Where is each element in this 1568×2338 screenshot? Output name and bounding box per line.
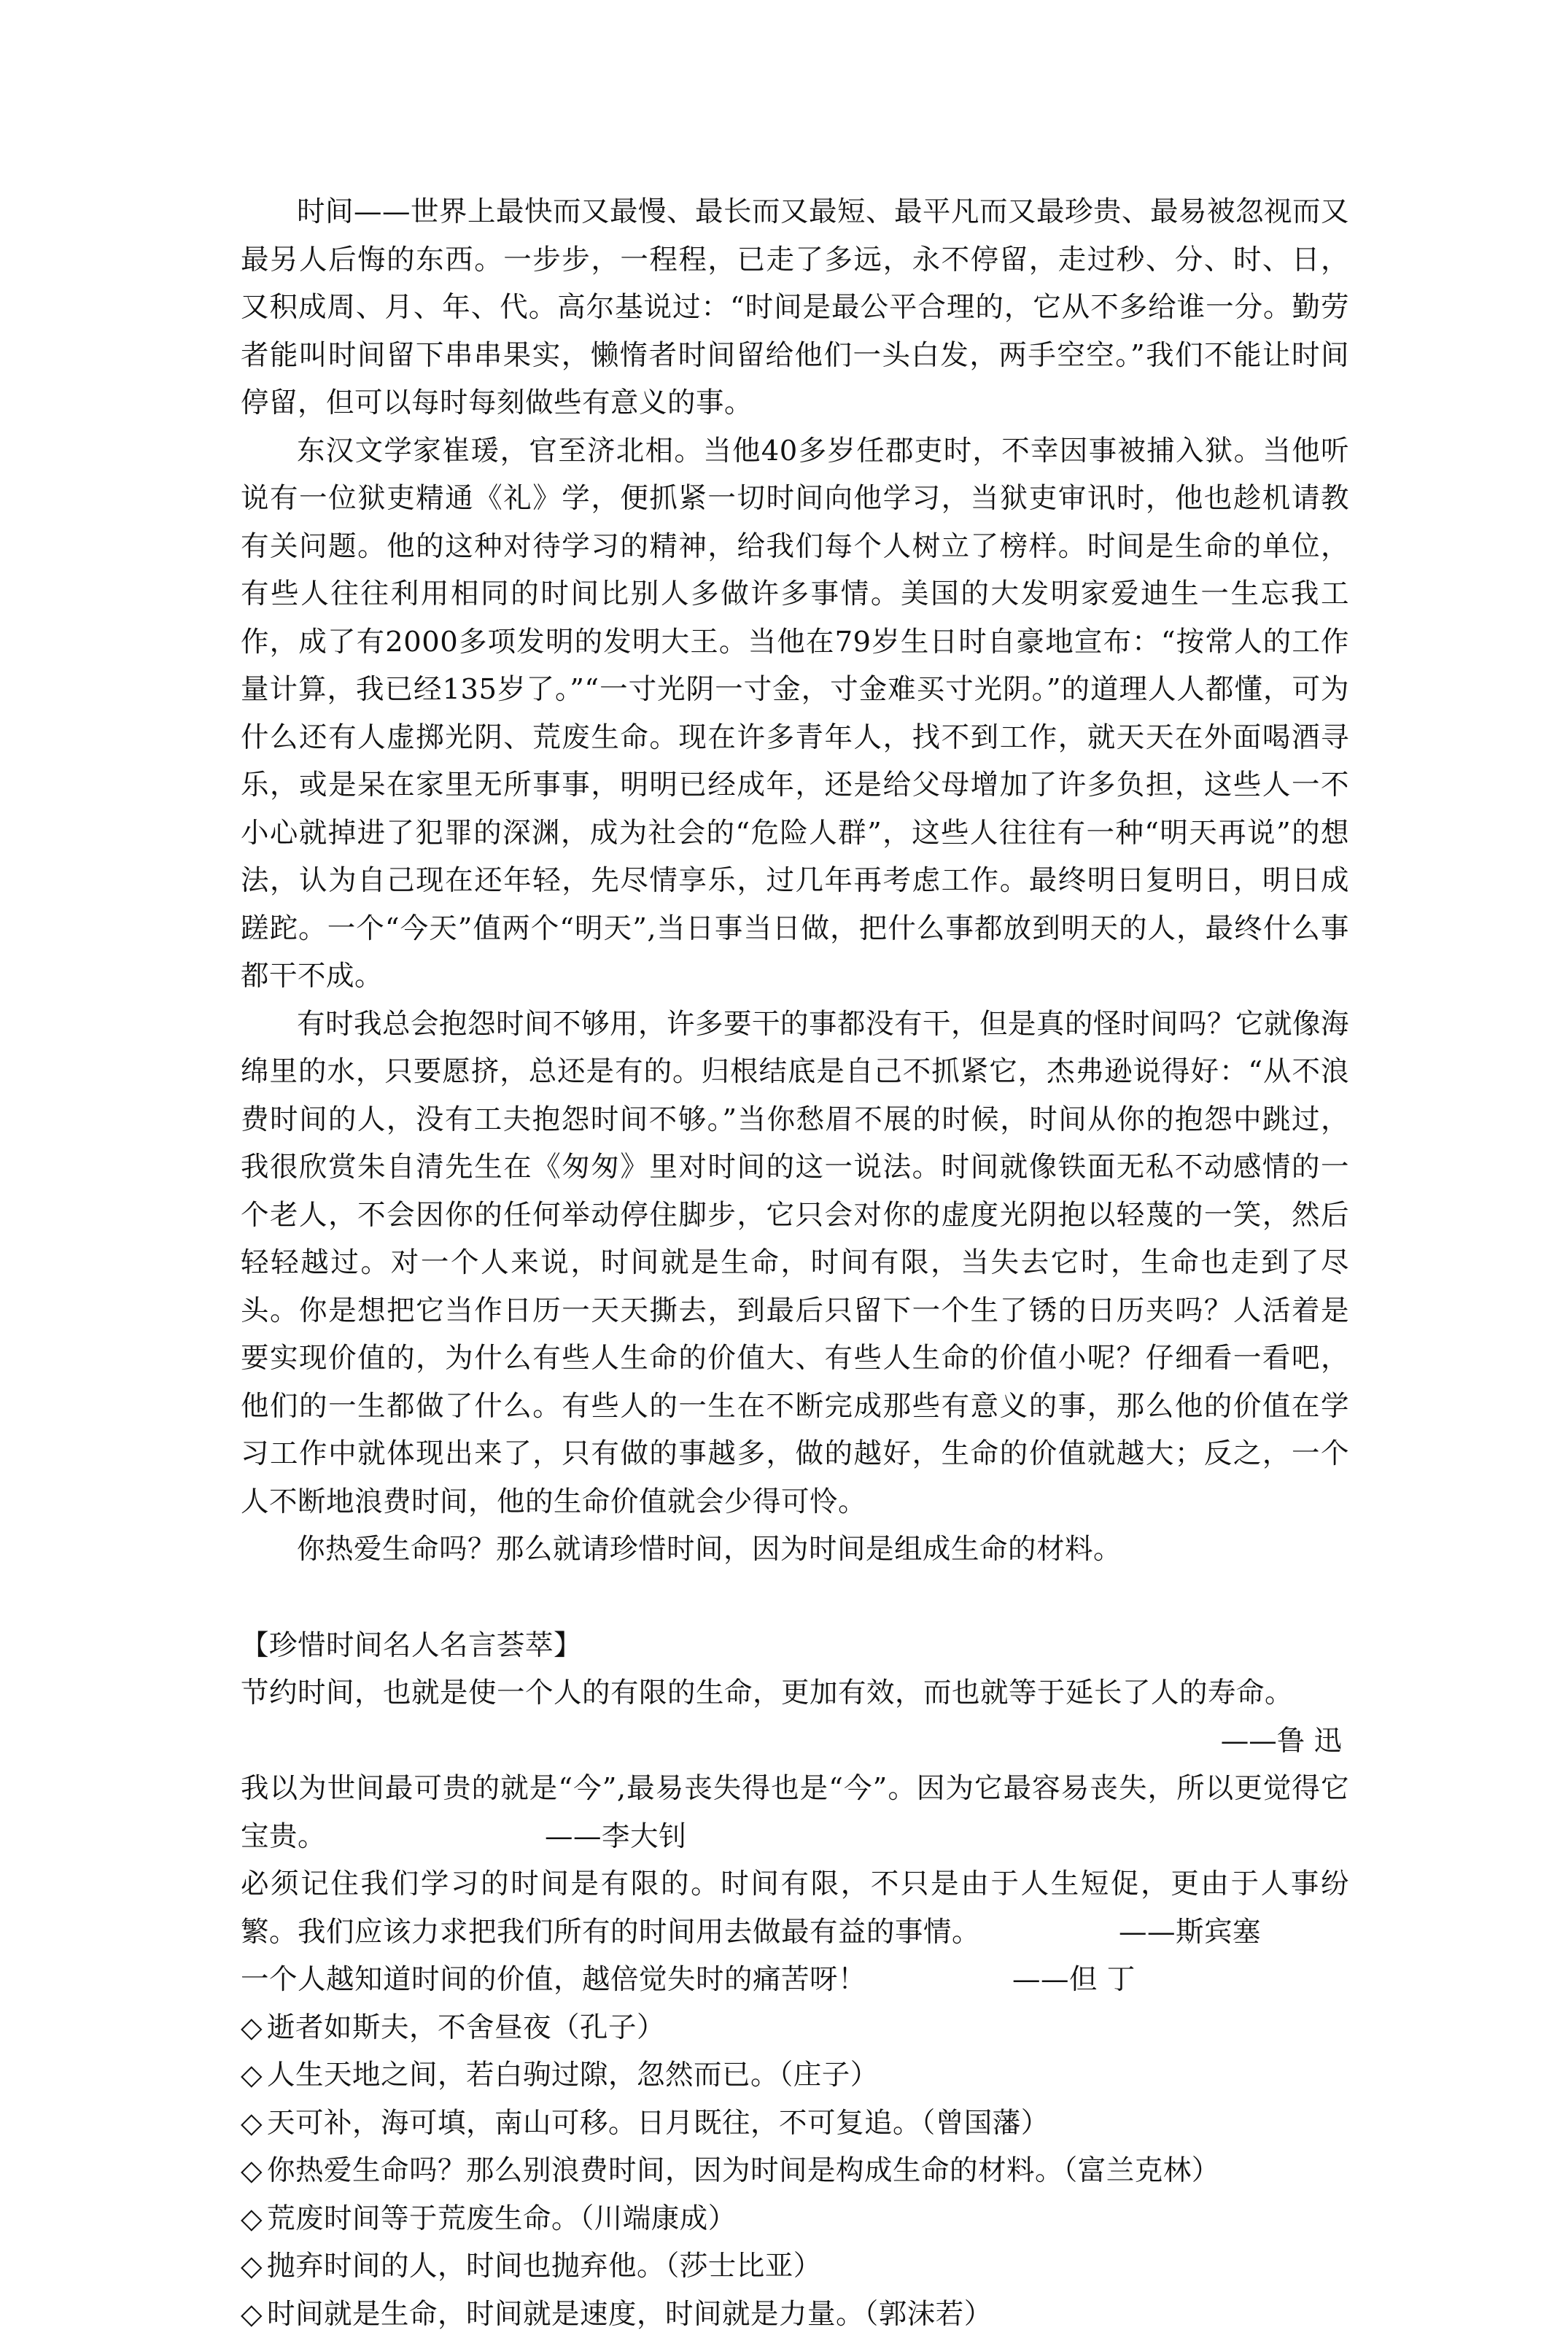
list-item bbox=[241, 2291, 1349, 2338]
diamond-icon: ◇ bbox=[241, 2051, 267, 2100]
list-item bbox=[241, 2100, 1349, 2148]
list-item bbox=[241, 2147, 1349, 2195]
quote-lidazhao-attribution: ——李大钊 bbox=[545, 1813, 687, 1861]
quote-spencer-attribution: ——斯宾塞 bbox=[1119, 1908, 1261, 1957]
list-item bbox=[241, 2051, 1349, 2100]
diamond-icon: ◇ bbox=[241, 2100, 267, 2148]
list-item bbox=[241, 2004, 1349, 2052]
document-page bbox=[241, 188, 1349, 2338]
list-item bbox=[241, 2195, 1349, 2243]
essay-paragraph-2: 东汉文学家崔瑗，官至济北相。当他40多岁任郡吏时，不幸因事被捕入狱。当他听说有一位狱吏精通《礼》学，便抓紧一切时间向他学习，当狱吏审讯时，他也趁机请教有关问题。他的这种对待学习的精神，给我们每个人树立了榜样。时间是生命的单位，有些人往往利用相同的时间比别人多做许多事情。美国的大发明家爱迪生一生忘我工作，成了有2000多项发明的发明大王。当他在79岁生日时自豪地宣布：“按常人的工作量计算，我已经135岁了。”“一寸光阴一寸金，寸金难买寸光阴。”的道理人人都懂，可为什么还有人虚掷光阴、荒废生命。现在许多青年人，找不到工作，就天天在外面喝酒寻乐，或是呆在家里无所事事，明明已经成年，还是给父母增加了许多负担，这些人一不小心就掉进了犯罪的深渊，成为社会的“危险人群”，这些人往往有一种“明天再说”的想法，认为自己现在还年轻，先尽情享乐，过几年再考虑工作。最终明日复明日，明日成蹉跎。一个“今天”值两个“明天”,当日事当日做，把什么事都放到明天的人，最终什么事都干不成。 bbox=[241, 427, 1349, 1001]
quote-lidazhao bbox=[241, 1765, 1349, 1860]
quote-lidazhao-text: 我以为世间最可贵的就是“今”,最易丧失得也是“今”。因为它最容易丧失，所以更觉得它宝贵。 bbox=[241, 1772, 1349, 1853]
list-item bbox=[241, 2242, 1349, 2291]
essay-paragraph-4: 你热爱生命吗？那么就请珍惜时间，因为时间是组成生命的材料。 bbox=[241, 1526, 1349, 1574]
diamond-icon: ◇ bbox=[241, 2004, 267, 2052]
diamond-icon: ◇ bbox=[241, 2195, 267, 2243]
diamond-icon: ◇ bbox=[241, 2147, 267, 2195]
list-item-text: 逝者如斯夫，不舍昼夜（孔子） bbox=[267, 2011, 665, 2044]
quote-luxun-attribution: ——鲁 迅 bbox=[241, 1717, 1349, 1766]
section-gap bbox=[241, 1574, 1349, 1622]
quote-spencer-text: 必须记住我们学习的时间是有限的。时间有限，不只是由于人生短促，更由于人事纷繁。我们应该力求把我们所有的时间用去做最有益的事情。 bbox=[241, 1868, 1349, 1949]
list-item-text: 天可补，海可填，南山可移。日月既往，不可复追。（曾国藩） bbox=[267, 2107, 1049, 2140]
quote-dante bbox=[241, 1956, 1349, 2004]
quotes-section-title: 【珍惜时间名人名言荟萃】 bbox=[241, 1622, 1349, 1670]
diamond-icon: ◇ bbox=[241, 2291, 267, 2338]
list-item-text: 你热爱生命吗？那么别浪费时间，因为时间是构成生命的材料。（富兰克林） bbox=[267, 2154, 1220, 2187]
proverb-list bbox=[241, 2004, 1349, 2338]
list-item-text: 荒废时间等于荒废生命。（川端康成） bbox=[267, 2202, 737, 2235]
diamond-icon: ◇ bbox=[241, 2242, 267, 2291]
essay-paragraph-3: 有时我总会抱怨时间不够用，许多要干的事都没有干，但是真的怪时间吗？它就像海绵里的水，只要愿挤，总还是有的。归根结底是自己不抓紧它，杰弗逊说得好：“从不浪费时间的人，没有工夫抱怨时间不够。”当你愁眉不展的时候，时间从你的抱怨中跳过，我很欣赏朱自清先生在《匆匆》里对时间的这一说法。时间就像铁面无私不动感情的一个老人，不会因你的任何举动停住脚步，它只会对你的虚度光阴抱以轻蔑的一笑，然后轻轻越过。对一个人来说，时间就是生命，时间有限，当失去它时，生命也走到了尽头。你是想把它当作日历一天天撕去，到最后只留下一个生了锈的日历夹吗？人活着是要实现价值的，为什么有些人生命的价值大、有些人生命的价值小呢？仔细看一看吧，他们的一生都做了什么。有些人的一生在不断完成那些有意义的事，那么他的价值在学习工作中就体现出来了，只有做的事越多，做的越好，生命的价值就越大；反之，一个人不断地浪费时间，他的生命价值就会少得可怜。 bbox=[241, 1001, 1349, 1526]
quote-dante-attribution: ——但 丁 bbox=[1012, 1956, 1136, 2004]
essay-paragraph-1: 时间——世界上最快而又最慢、最长而又最短、最平凡而又最珍贵、最易被忽视而又最另人后悔的东西。一步步，一程程，已走了多远，永不停留，走过秒、分、时、日，又积成周、月、年、代。高尔基说过：“时间是最公平合理的，它从不多给谁一分。勤劳者能叫时间留下串串果实，懒惰者时间留给他们一头白发，两手空空。”我们不能让时间停留，但可以每时每刻做些有意义的事。 bbox=[241, 188, 1349, 427]
list-item-text: 抛弃时间的人，时间也抛弃他。（莎士比亚） bbox=[267, 2250, 822, 2283]
quote-spencer bbox=[241, 1860, 1349, 1956]
quote-luxun: 节约时间，也就是使一个人的有限的生命，更加有效，而也就等于延长了人的寿命。 bbox=[241, 1669, 1349, 1717]
list-item-text: 时间就是生命，时间就是速度，时间就是力量。（郭沫若） bbox=[267, 2298, 993, 2331]
quote-dante-text: 一个人越知道时间的价值，越倍觉失时的痛苦呀！ bbox=[241, 1963, 866, 1996]
list-item-text: 人生天地之间，若白驹过隙，忽然而已。（庄子） bbox=[267, 2059, 879, 2092]
